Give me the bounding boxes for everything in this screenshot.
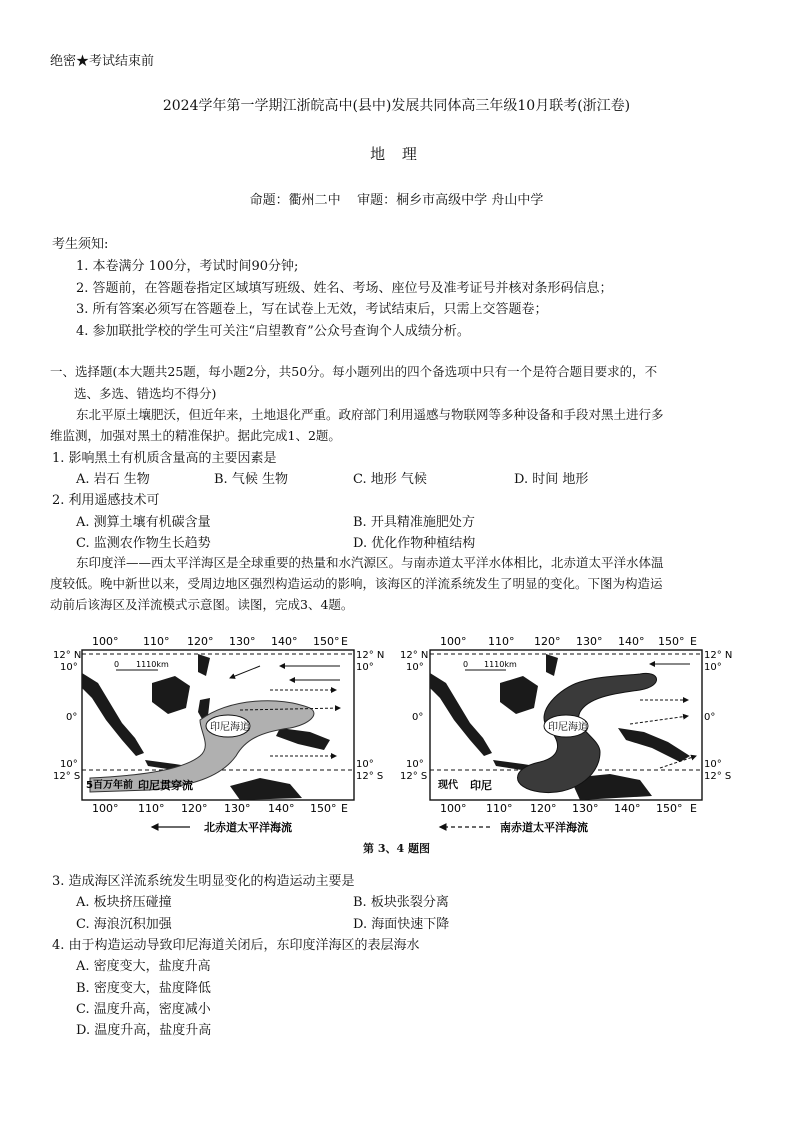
notice-item: 2. 答题前，在答题卷指定区域填写班级、姓名、考场、座位号及准考证号并核对条形码信息； — [76, 281, 613, 296]
option-a: A. 测算土壤有机碳含量 — [76, 515, 211, 530]
lat-label: 12° S — [356, 771, 384, 782]
option-a: A. 板块挤压碰撞 — [76, 895, 172, 910]
lat-label: 10° — [704, 662, 722, 673]
lon-label: 110° — [143, 635, 170, 648]
throughflow-label: 印尼 — [470, 779, 492, 792]
figure-caption: 第 3、4 题图 — [363, 842, 430, 855]
seaway-label: 印尼海道 — [548, 722, 588, 733]
legend-south-label: 南赤道太平洋海流 — [500, 821, 588, 834]
option-b: B. 板块张裂分离 — [353, 895, 449, 910]
ocean-current-figure — [40, 628, 755, 838]
notice-item: 3. 所有答案必须写在答题卷上，写在试卷上无效，考试结束后，只需上交答题卷； — [76, 302, 548, 317]
throughflow-label: 印尼贯穿流 — [138, 779, 193, 792]
lat-label: 12° S — [704, 771, 732, 782]
lon-label: 100° — [92, 635, 119, 648]
lat-label: 12° N — [400, 650, 429, 661]
lon-label: E — [341, 802, 348, 815]
passage-text: 维监测，加强对黑土的精准保护。据此完成1、2题。 — [50, 428, 341, 443]
lat-label: 12° N — [356, 650, 385, 661]
lon-label: 140° — [618, 635, 645, 648]
right-map — [400, 635, 732, 815]
lat-label: 10° — [406, 759, 424, 770]
period-label: 现代 — [438, 780, 458, 791]
author-line: 命题：衢州二中 审题：桐乡市高级中学 舟山中学 — [249, 193, 544, 208]
lon-label: 100° — [440, 802, 467, 815]
option-c: C. 海浪沉积加强 — [76, 917, 172, 932]
confidential-mark: 绝密★考试结束前 — [50, 54, 155, 69]
lon-label: 110° — [486, 802, 513, 815]
lon-label: 100° — [92, 802, 119, 815]
lat-label: 10° — [60, 662, 78, 673]
svg-text:0: 0 — [463, 660, 469, 669]
option-b: B. 气候 生物 — [214, 472, 288, 487]
option-a: A. 密度变大，盐度升高 — [76, 959, 211, 974]
lon-label: 120° — [187, 635, 214, 648]
option-a: A. 岩石 生物 — [76, 472, 150, 487]
passage-text: 动前后该海区及洋流模式示意图。读图，完成3、4题。 — [50, 597, 354, 612]
lon-label: 140° — [268, 802, 295, 815]
lon-label: 120° — [530, 802, 557, 815]
lon-label: E — [690, 635, 697, 648]
option-c: C. 监测农作物生长趋势 — [76, 536, 211, 551]
section-heading-cont: 选、多选、错选均不得分) — [74, 386, 217, 401]
lon-label: 150° — [658, 635, 685, 648]
question-stem: 2. 利用遥感技术可 — [52, 493, 160, 508]
lat-label: 12° N — [704, 650, 733, 661]
lon-label: 150° — [313, 635, 340, 648]
lon-label: 140° — [271, 635, 298, 648]
option-d: D. 海面快速下降 — [353, 917, 450, 932]
lat-label: 10° — [356, 759, 374, 770]
lon-label: 120° — [181, 802, 208, 815]
legend-north-label: 北赤道太平洋海流 — [204, 821, 292, 834]
question-stem: 3. 造成海区洋流系统发生明显变化的构造运动主要是 — [52, 874, 355, 889]
lon-label: 150° — [310, 802, 337, 815]
question-stem: 4. 由于构造运动导致印尼海道关闭后，东印度洋海区的表层海水 — [52, 938, 420, 953]
passage-text: 东印度洋——西太平洋海区是全球重要的热量和水汽源区。与南赤道太平洋水体相比，北赤道太平洋水体温 — [76, 555, 664, 570]
option-c: C. 地形 气候 — [353, 472, 427, 487]
left-map — [53, 635, 384, 815]
lat-label: 12° N — [53, 650, 82, 661]
scale-label: 1110km — [484, 660, 517, 669]
lat-label: 10° — [60, 759, 78, 770]
option-d: D. 优化作物种植结构 — [353, 536, 476, 551]
lon-label: 110° — [488, 635, 515, 648]
period-label: 5百万年前 — [86, 780, 133, 791]
lon-label: 140° — [614, 802, 641, 815]
lat-label: 10° — [704, 759, 722, 770]
lon-label: 130° — [229, 635, 256, 648]
lon-label: 120° — [534, 635, 561, 648]
lat-label: 12° S — [53, 771, 81, 782]
lat-label: 12° S — [400, 771, 428, 782]
lon-label: 110° — [138, 802, 165, 815]
seaway-label: 印尼海道 — [210, 722, 250, 733]
option-c: C. 温度升高，密度减小 — [76, 1002, 211, 1017]
lat-label: 0° — [66, 712, 78, 723]
notice-heading: 考生须知: — [52, 237, 109, 252]
lon-label: 130° — [576, 635, 603, 648]
lon-label: E — [341, 635, 348, 648]
lon-label: 100° — [440, 635, 467, 648]
section-heading: 一、选择题(本大题共25题，每小题2分，共50分。每小题列出的四个备选项中只有一个是符合题目要求的，不 — [50, 364, 658, 379]
notice-item: 4. 参加联批学校的学生可关注“启望教育”公众号查询个人成绩分析。 — [76, 324, 470, 339]
scale-label: 1110km — [136, 660, 169, 669]
lat-label: 10° — [356, 662, 374, 673]
lon-label: E — [690, 802, 697, 815]
exam-title: 2024学年第一学期江浙皖高中(县中)发展共同体高三年级10月联考(浙江卷) — [162, 98, 631, 114]
subject-title: 地 理 — [370, 145, 423, 163]
lat-label: 0° — [412, 712, 424, 723]
passage-text: 东北平原土壤肥沃，但近年来，土地退化严重。政府部门利用遥感与物联网等多种设备和手段对黑土进行多 — [76, 407, 664, 422]
lat-label: 10° — [406, 662, 424, 673]
lon-label: 130° — [572, 802, 599, 815]
lat-label: 0° — [704, 712, 716, 723]
option-b: B. 开具精准施肥处方 — [353, 515, 475, 530]
passage-text: 度较低。晚中新世以来，受周边地区强烈构造运动的影响，该海区的洋流系统发生了明显的变化。下图为构造运 — [50, 576, 663, 591]
lon-label: 130° — [224, 802, 251, 815]
option-d: D. 时间 地形 — [514, 472, 589, 487]
lon-label: 150° — [656, 802, 683, 815]
option-b: B. 密度变大，盐度降低 — [76, 981, 211, 996]
question-stem: 1. 影响黑土有机质含量高的主要因素是 — [52, 451, 277, 466]
notice-item: 1. 本卷满分 100分，考试时间90分钟; — [76, 259, 299, 274]
option-d: D. 温度升高，盐度升高 — [76, 1023, 212, 1038]
svg-text:0: 0 — [114, 660, 120, 669]
